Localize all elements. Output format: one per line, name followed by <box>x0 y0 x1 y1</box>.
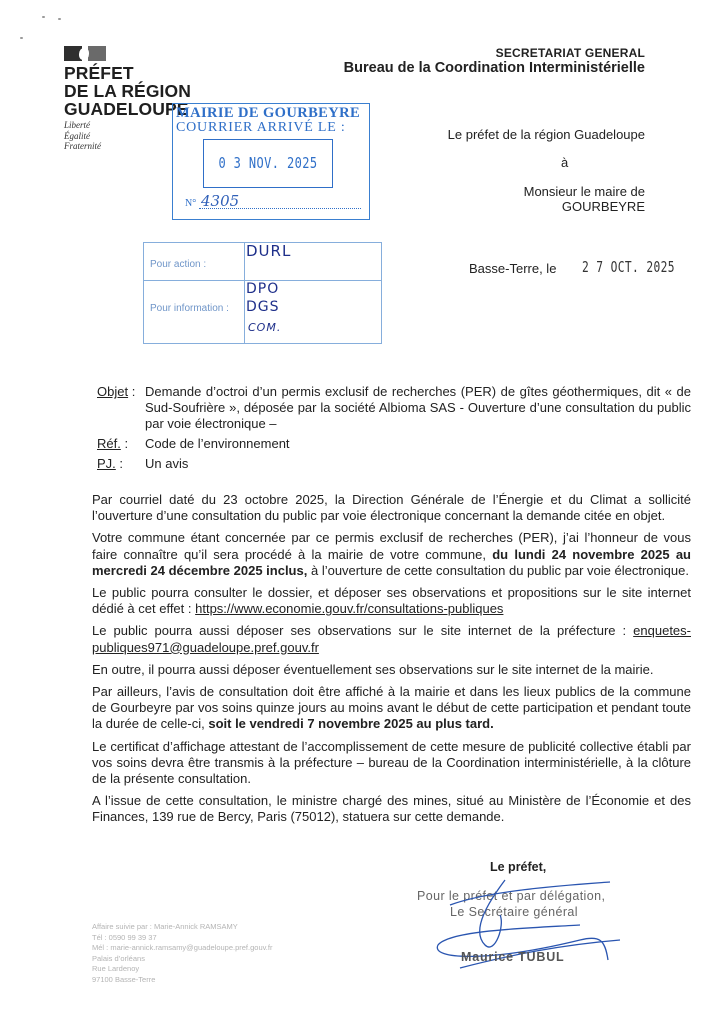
addressee-preposition: à <box>561 155 569 170</box>
reception-stamp <box>172 103 370 220</box>
routing-box <box>143 242 382 344</box>
footer-line: Rue Lardenoy <box>92 964 140 974</box>
routing-action-value: DURL <box>246 242 292 260</box>
footer-line: Palais d’orléans <box>92 953 145 963</box>
letter-date-stamp: 2 7 OCT. 2025 <box>582 258 675 276</box>
letter-body <box>92 492 691 832</box>
title-line: GUADELOUPE <box>64 99 189 119</box>
scan-speck <box>42 16 45 18</box>
body-text: Le public pourra aussi déposer ses observations sur le site internet de la préfecture : <box>92 623 634 639</box>
consultation-dates: du lundi 24 novembre 2025 au mercredi 24 décembre 2025 inclus, <box>92 546 691 578</box>
recipient-line: Monsieur le maire de <box>523 184 645 199</box>
body-paragraph <box>92 623 691 655</box>
sender-department: SECRETARIAT GENERAL <box>495 46 645 60</box>
objet-label: Objet <box>97 384 129 399</box>
stamp-mairie: MAIRIE DE GOURBEYRE <box>176 105 361 121</box>
scan-speck <box>20 37 23 39</box>
subject-block <box>97 384 691 476</box>
republic-motto <box>64 120 101 152</box>
stamp-number-label: N° <box>185 198 197 209</box>
pj-label: PJ. <box>97 456 116 471</box>
routing-information-value: COM. <box>248 321 282 334</box>
prefecture-email-link[interactable]: enquetes-publiques971@guadeloupe.pref.gouv.fr <box>92 623 691 655</box>
body-text: Votre commune étant concernée par ce permis exclusif de recherches (PER), j’ai l’honneur de vous faire connaître qu’il sera procédé à la mairie de votre commune, <box>92 530 691 562</box>
label-colon: : <box>120 436 129 451</box>
title-line: DE LA RÉGION <box>64 81 191 101</box>
attachment-row <box>97 456 691 472</box>
body-paragraph: A l’issue de cette consultation, le ministre chargé des mines, situé au Ministère de l’Économie et des Finances, 139 rue de Bercy, Paris (75012), statuera sur cette demande. <box>92 793 691 825</box>
marianne-logo-icon <box>64 46 106 61</box>
body-paragraph: En outre, il pourra aussi déposer éventuellement ses observations sur le site internet de la mairie. <box>92 661 654 677</box>
pj-text: Un avis <box>145 456 189 471</box>
signature-title: Le préfet, <box>490 860 547 874</box>
footer-line: Tél : 0590 99 39 37 <box>92 932 157 942</box>
sender-bureau: Bureau de la Coordination Interministérielle <box>343 60 645 76</box>
signatory-name: Maurice TUBUL <box>461 950 565 964</box>
stamp-number-value: 4305 <box>201 192 240 210</box>
stamp-courrier-arrive: COURRIER ARRIVÉ LE : <box>176 120 346 135</box>
body-paragraph: Par courriel daté du 23 octobre 2025, la Direction Générale de l’Énergie et du Climat a sollicité l’ouverture d’une consultation du public par voie électronique concernant la demande citée en objet. <box>92 492 691 524</box>
label-colon: : <box>115 456 124 471</box>
routing-information-label: Pour information : <box>150 303 229 314</box>
consultation-website-link[interactable]: https://www.economie.gouv.fr/consultations-publiques <box>195 601 504 617</box>
contact-footer <box>92 922 272 986</box>
stamp-date-box <box>203 139 333 188</box>
ref-text: Code de l’environnement <box>145 436 290 451</box>
recipient-line: GOURBEYRE <box>561 199 645 214</box>
body-paragraph: Le certificat d’affichage attestant de l’accomplissement de cette mesure de publicité collective établi par vos soins devra être transmis à la préfecture – bureau de la Coordination interministérielle, à la clôture de la présente consultation. <box>92 738 691 787</box>
stamp-date: 0 3 NOV. 2025 <box>218 154 318 172</box>
motto-line: Fraternité <box>64 141 101 151</box>
motto-line: Égalité <box>64 130 90 141</box>
ref-label: Réf. <box>97 436 121 451</box>
routing-divider <box>244 243 245 343</box>
letter-place: Basse-Terre, le <box>469 261 557 276</box>
reference-row <box>97 436 691 452</box>
footer-line: 97100 Basse-Terre <box>92 974 156 984</box>
routing-information-value: DGS <box>246 299 280 315</box>
signature-delegation: Pour le préfet et par délégation, <box>417 889 606 903</box>
body-text: Par ailleurs, l’avis de consultation doit être affiché à la mairie et dans les lieux publics de la commune de Gourbeyre par vos soins quinze jours au moins avant le début de cette participation et pendant toute la durée de celle-ci, <box>92 684 691 732</box>
signature-role: Le Secrétaire général <box>450 905 578 919</box>
body-paragraph <box>92 684 691 733</box>
scan-speck <box>58 18 61 20</box>
label-colon: : <box>128 384 136 399</box>
footer-line: Mél : marie-annick.ramsamy@guadeloupe.pref.gouv.fr <box>92 943 273 953</box>
footer-line: Affaire suivie par : Marie-Annick RAMSAMY <box>92 922 238 931</box>
sender-signatory: Le préfet de la région Guadeloupe <box>447 127 645 142</box>
body-text: à l’ouverture de cette consultation du public par voie électronique. <box>307 562 689 578</box>
routing-information-value: DPO <box>246 281 280 297</box>
body-paragraph <box>92 530 691 579</box>
title-line: PRÉFET <box>64 63 134 83</box>
objet-text: Demande d’octroi d’un permis exclusif de recherches (PER) de gîtes géothermiques, dit « de Sud-Soufrière », déposée par la société Albioma SAS - Ouverture d’une consultation du public par voie électronique – <box>145 384 691 431</box>
motto-line: Liberté <box>64 120 90 130</box>
subject-row <box>97 384 691 432</box>
body-text: Le public pourra consulter le dossier, et déposer ses observations et propositions sur le site internet dédié à cet effet : <box>92 585 691 617</box>
routing-action-label: Pour action : <box>150 259 207 270</box>
body-paragraph <box>92 585 691 617</box>
posting-deadline: soit le vendredi 7 novembre 2025 au plus tard. <box>208 716 494 732</box>
